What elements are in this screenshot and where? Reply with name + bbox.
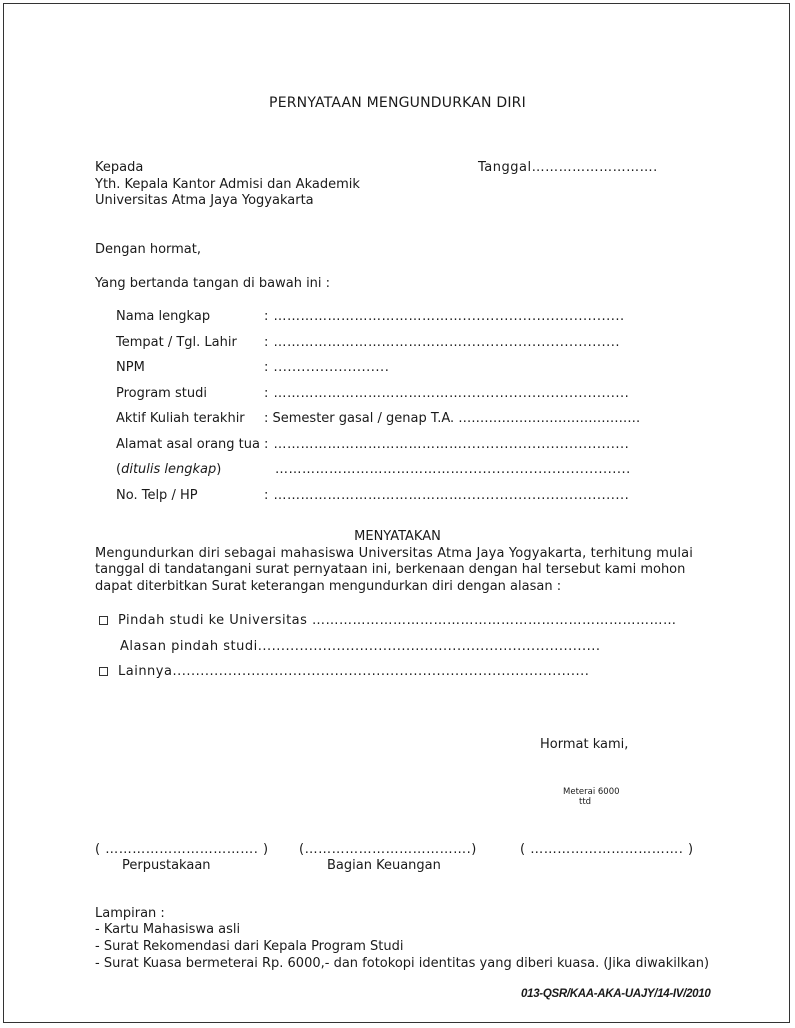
statement-line-2: tanggal di tandatangani surat pernyataan ini, berkenaan dengan hal tersebut kami mohon <box>95 562 686 577</box>
field-label-aktif: Aktif Kuliah terakhir <box>116 411 245 426</box>
recipient-line-1: Kepada <box>95 160 144 175</box>
date-field: Tanggal………………………. <box>478 160 658 175</box>
statement-line-1: Mengundurkan diri sebagai mahasiswa Universitas Atma Jaya Yogyakarta, terhitung mulai <box>95 546 694 561</box>
closing-text: Hormat kami, <box>540 737 629 752</box>
stamp-label: Meterai 6000 <box>563 787 620 797</box>
reason-option-1-text: Pindah studi ke Universitas ……………………………………………………………………… <box>118 613 677 628</box>
attachments-heading: Lampiran : <box>95 906 165 921</box>
recipient-line-3: Universitas Atma Jaya Yogyakarta <box>95 193 314 208</box>
checkbox-pindah-studi[interactable] <box>99 616 108 625</box>
field-value-alamat: : …………………………………….................................... <box>264 437 630 452</box>
signature-blank-perpustakaan: ( ……………………………. ) <box>95 842 269 857</box>
attachment-item: - Kartu Mahasiswa asli <box>95 922 241 937</box>
signature-blank-student: ( ……………………………. ) <box>520 842 694 857</box>
statement-heading: MENYATAKAN <box>354 529 441 544</box>
field-value-ttl: : …………………………………….................................. <box>264 335 621 350</box>
document-title: PERNYATAAN MENGUNDURKAN DIRI <box>269 95 526 111</box>
field-value-alamat-cont: …………………………………….................................... <box>275 462 631 477</box>
field-label-npm: NPM <box>116 360 145 375</box>
field-label-telp: No. Telp / HP <box>116 488 198 503</box>
field-label-ditulis: (ditulis lengkap) <box>116 462 222 477</box>
stamp-ttd: ttd <box>579 797 592 807</box>
signature-blank-keuangan: (……………………………….) <box>299 842 477 857</box>
checkbox-lainnya[interactable] <box>99 667 108 676</box>
attachment-item: - Surat Rekomendasi dari Kepala Program Studi <box>95 939 404 954</box>
field-value-nama: : ……………………………………................................... <box>264 309 625 324</box>
signature-label-keuangan: Bagian Keuangan <box>327 858 441 873</box>
field-value-telp: : …………………………………….................................... <box>264 488 630 503</box>
signature-label-perpustakaan: Perpustakaan <box>122 858 211 873</box>
field-value-aktif: : Semester gasal / genap T.A. …………………………………… <box>264 411 641 426</box>
field-label-nama: Nama lengkap <box>116 309 211 324</box>
intro-text: Yang bertanda tangan di bawah ini : <box>95 276 331 291</box>
field-label-alamat: Alamat asal orang tua <box>116 437 260 452</box>
field-value-prodi: : …………………………………….................................... <box>264 386 630 401</box>
document-code: 013-QSR/KAA-AKA-UAJY/14-IV/2010 <box>521 988 711 1000</box>
reason-option-1 <box>99 613 677 628</box>
field-label-prodi: Program studi <box>116 386 207 401</box>
reason-option-2-text: Lainnya.......................................................................................... <box>118 664 590 679</box>
reason-option-1-sub: Alasan pindah studi.......................................................................... <box>120 639 601 654</box>
salutation: Dengan hormat, <box>95 242 202 257</box>
recipient-line-2: Yth. Kepala Kantor Admisi dan Akademik <box>95 177 360 192</box>
attachment-item: - Surat Kuasa bermeterai Rp. 6000,- dan fotokopi identitas yang diberi kuasa. (Jika diwakilkan) <box>95 956 710 971</box>
field-value-npm: : ......................... <box>264 360 390 375</box>
ditulis-lengkap-text: ditulis lengkap <box>121 462 217 477</box>
statement-line-3: dapat diterbitkan Surat keterangan mengundurkan diri dengan alasan : <box>95 579 562 594</box>
reason-option-2 <box>99 664 589 679</box>
field-label-ttl: Tempat / Tgl. Lahir <box>116 335 237 350</box>
